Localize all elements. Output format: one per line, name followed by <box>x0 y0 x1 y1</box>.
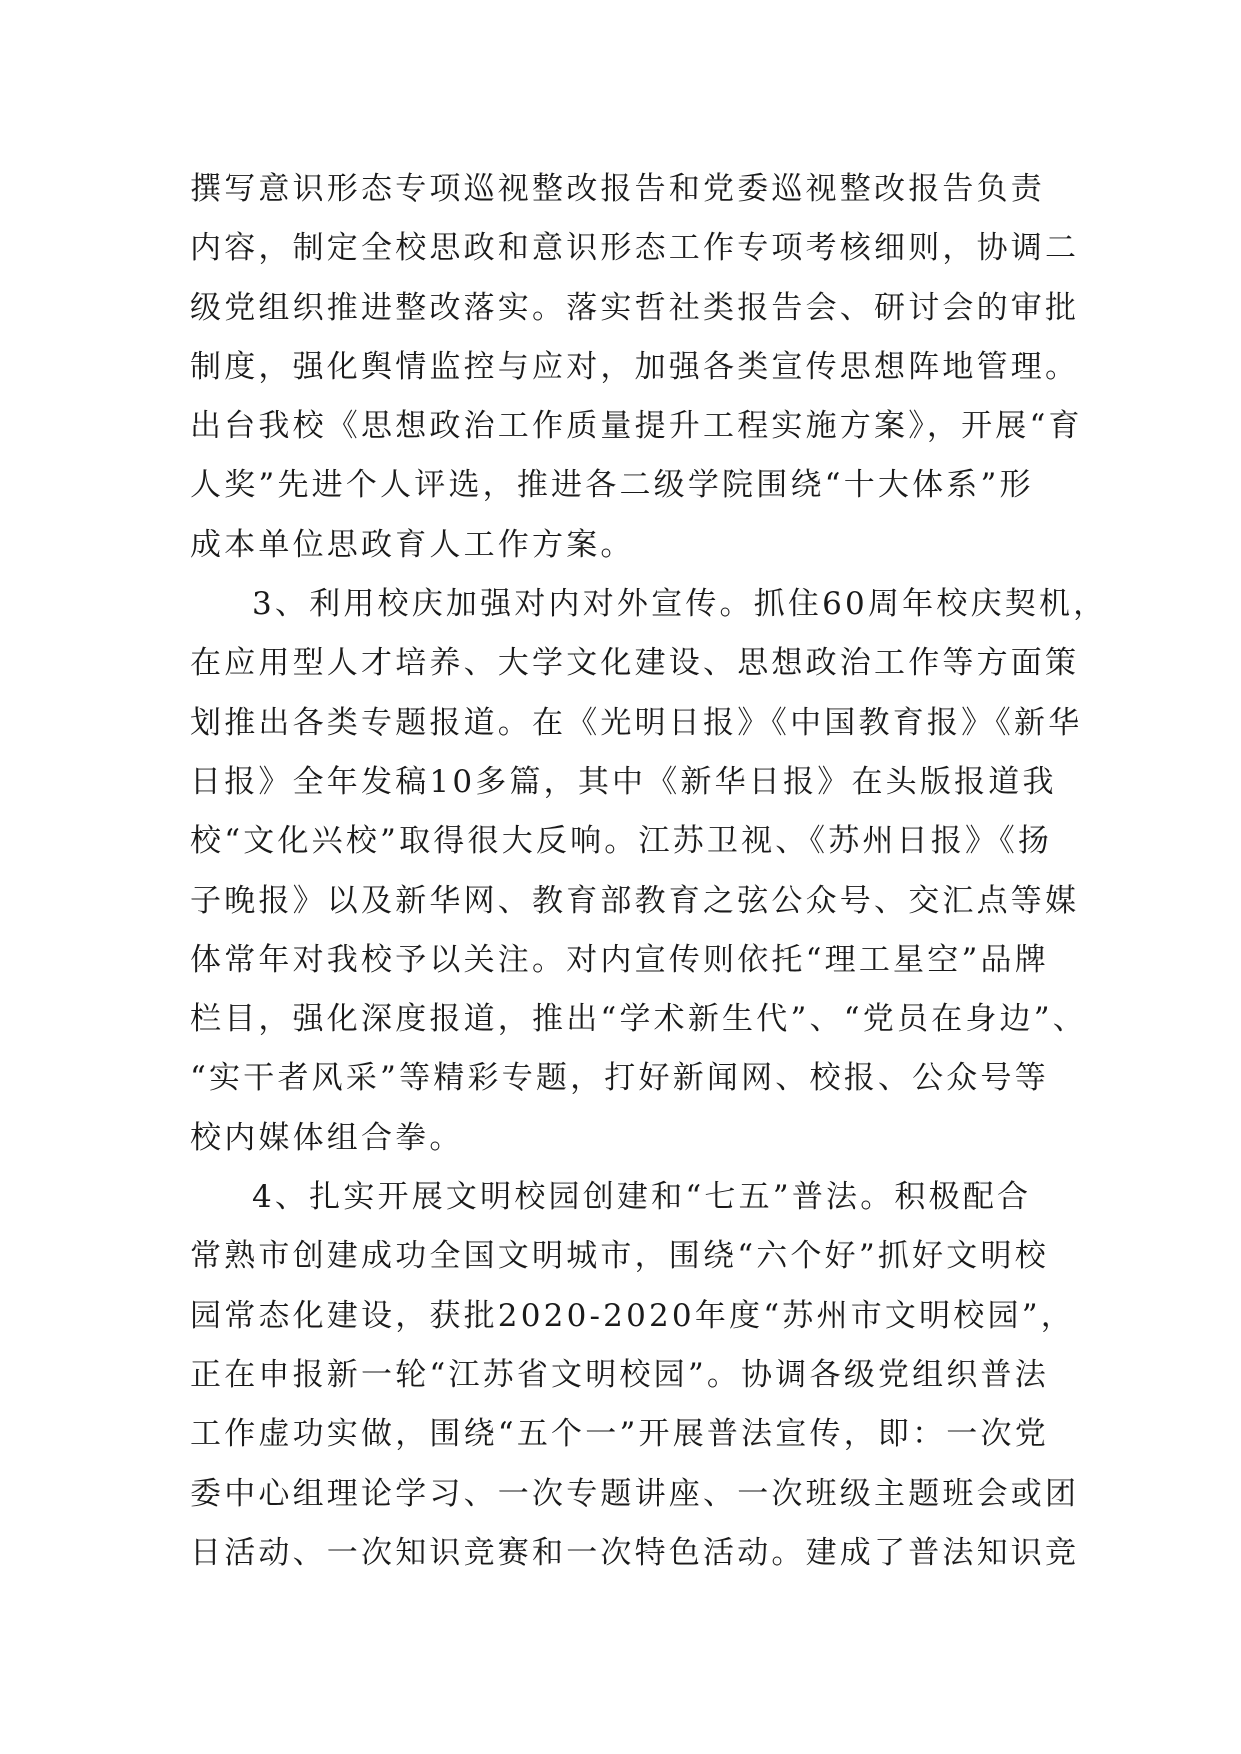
text-line: 日报》全年发稿10多篇，其中《新华日报》在头版报道我 <box>190 763 1057 800</box>
text-line: 工作虚功实做，围绕“五个一”开展普法宣传，即：一次党 <box>190 1416 1049 1453</box>
text-line: “实干者风采”等精彩专题，打好新闻网、校报、公众号等 <box>190 1060 1049 1097</box>
text-line: 成本单位思政育人工作方案。 <box>190 526 635 563</box>
text-line: 出台我校《思想政治工作质量提升工程实施方案》，开展“育 <box>190 408 1083 445</box>
paragraph-start-line: 3、利用校庆加强对内对外宣传。抓住60周年校庆契机， <box>252 586 1108 623</box>
text-line: 体常年对我校予以关注。对内宣传则依托“理工星空”品牌 <box>190 941 1049 978</box>
text-line: 划推出各类专题报道。在《光明日报》《中国教育报》《新华 <box>190 704 1083 741</box>
text-line: 园常态化建设，获批2020-2020年度“苏州市文明校园”， <box>190 1297 1075 1334</box>
paragraph-start-line: 4、扎实开展文明校园创建和“七五”普法。积极配合 <box>252 1179 1032 1216</box>
text-line: 内容，制定全校思政和意识形态工作专项考核细则，协调二 <box>190 230 1080 267</box>
text-line: 日活动、一次知识竞赛和一次特色活动。建成了普法知识竞 <box>190 1534 1080 1571</box>
text-line: 栏目，强化深度报道，推出“学术新生代”、“党员在身边”、 <box>190 1001 1087 1038</box>
text-line: 级党组织推进整改落实。落实哲社类报告会、研讨会的审批 <box>190 289 1080 326</box>
text-line: 人奖”先进个人评选，推进各二级学院围绕“十大体系”形 <box>190 467 1034 504</box>
text-line: 常熟市创建成功全国文明城市，围绕“六个好”抓好文明校 <box>190 1238 1049 1275</box>
text-line: 在应用型人才培养、大学文化建设、思想政治工作等方面策 <box>190 645 1080 682</box>
text-line: 校内媒体组合拳。 <box>190 1119 464 1156</box>
text-line: 撰写意识形态专项巡视整改报告和党委巡视整改报告负责 <box>190 171 1045 207</box>
text-line: 子晚报》以及新华网、教育部教育之弦公众号、交汇点等媒 <box>190 882 1080 919</box>
text-line: 正在申报新一轮“江苏省文明校园”。协调各级党组织普法 <box>190 1356 1049 1393</box>
text-line: 委中心组理论学习、一次专题讲座、一次班级主题班会或团 <box>190 1475 1080 1512</box>
body-text <box>190 160 1108 1583</box>
text-line: 校“文化兴校”取得很大反响。江苏卫视、《苏州日报》《扬 <box>190 823 1053 860</box>
text-line: 制度，强化舆情监控与应对，加强各类宣传思想阵地管理。 <box>190 348 1080 385</box>
